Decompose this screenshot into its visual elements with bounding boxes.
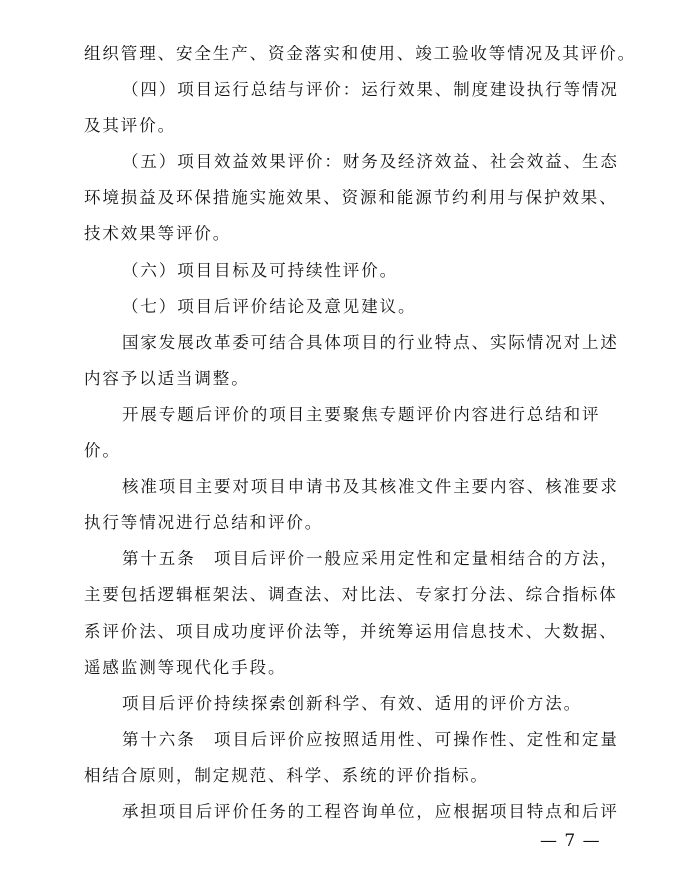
text-line: 项目后评价持续探索创新科学、有效、适用的评价方法。 — [122, 693, 582, 713]
article-line: 第十六条 项目后评价应按照适用性、可操作性、定性和定量 — [122, 729, 619, 749]
text-line: 执行等情况进行总结和评价。 — [84, 513, 324, 533]
text-line: 核准项目主要对项目申请书及其核准文件主要内容、核准要求 — [122, 477, 619, 497]
body-text — [84, 36, 636, 830]
text-line: 技术效果等评价。 — [84, 224, 232, 244]
text-line: 组织管理、安全生产、资金落实和使用、竣工验收等情况及其评价。 — [84, 44, 636, 63]
text-line: （五）项目效益效果评价：财务及经济效益、社会效益、生态 — [122, 152, 619, 172]
text-line: 主要包括逻辑框架法、调查法、对比法、专家打分法、综合指标体 — [84, 585, 618, 605]
text-line: 承担项目后评价任务的工程咨询单位，应根据项目特点和后评 — [122, 801, 619, 821]
page-number: — 7 — — [540, 831, 601, 851]
text-line: 开展专题后评价的项目主要聚焦专题评价内容进行总结和评 — [122, 404, 601, 424]
text-line: 及其评价。 — [84, 116, 176, 136]
text-line: 系评价法、项目成功度评价法等，并统筹运用信息技术、大数据、 — [84, 621, 618, 641]
text-line: 国家发展改革委可结合具体项目的行业特点、实际情况对上述 — [122, 332, 619, 352]
text-line: 相结合原则，制定规范、科学、系统的评价指标。 — [84, 765, 489, 785]
text-line: 内容予以适当调整。 — [84, 368, 250, 388]
text-line: 环境损益及环保措施实施效果、资源和能源节约利用与保护效果、 — [84, 188, 618, 208]
text-line: （六）项目目标及可持续性评价。 — [122, 260, 398, 280]
article-line: 第十五条 项目后评价一般应采用定性和定量相结合的方法， — [122, 549, 619, 569]
text-line: （四）项目运行总结与评价：运行效果、制度建设执行等情况 — [122, 80, 619, 100]
text-line: （七）项目后评价结论及意见建议。 — [122, 296, 417, 316]
text-line: 遥感监测等现代化手段。 — [84, 657, 287, 677]
text-line: 价。 — [84, 441, 121, 461]
